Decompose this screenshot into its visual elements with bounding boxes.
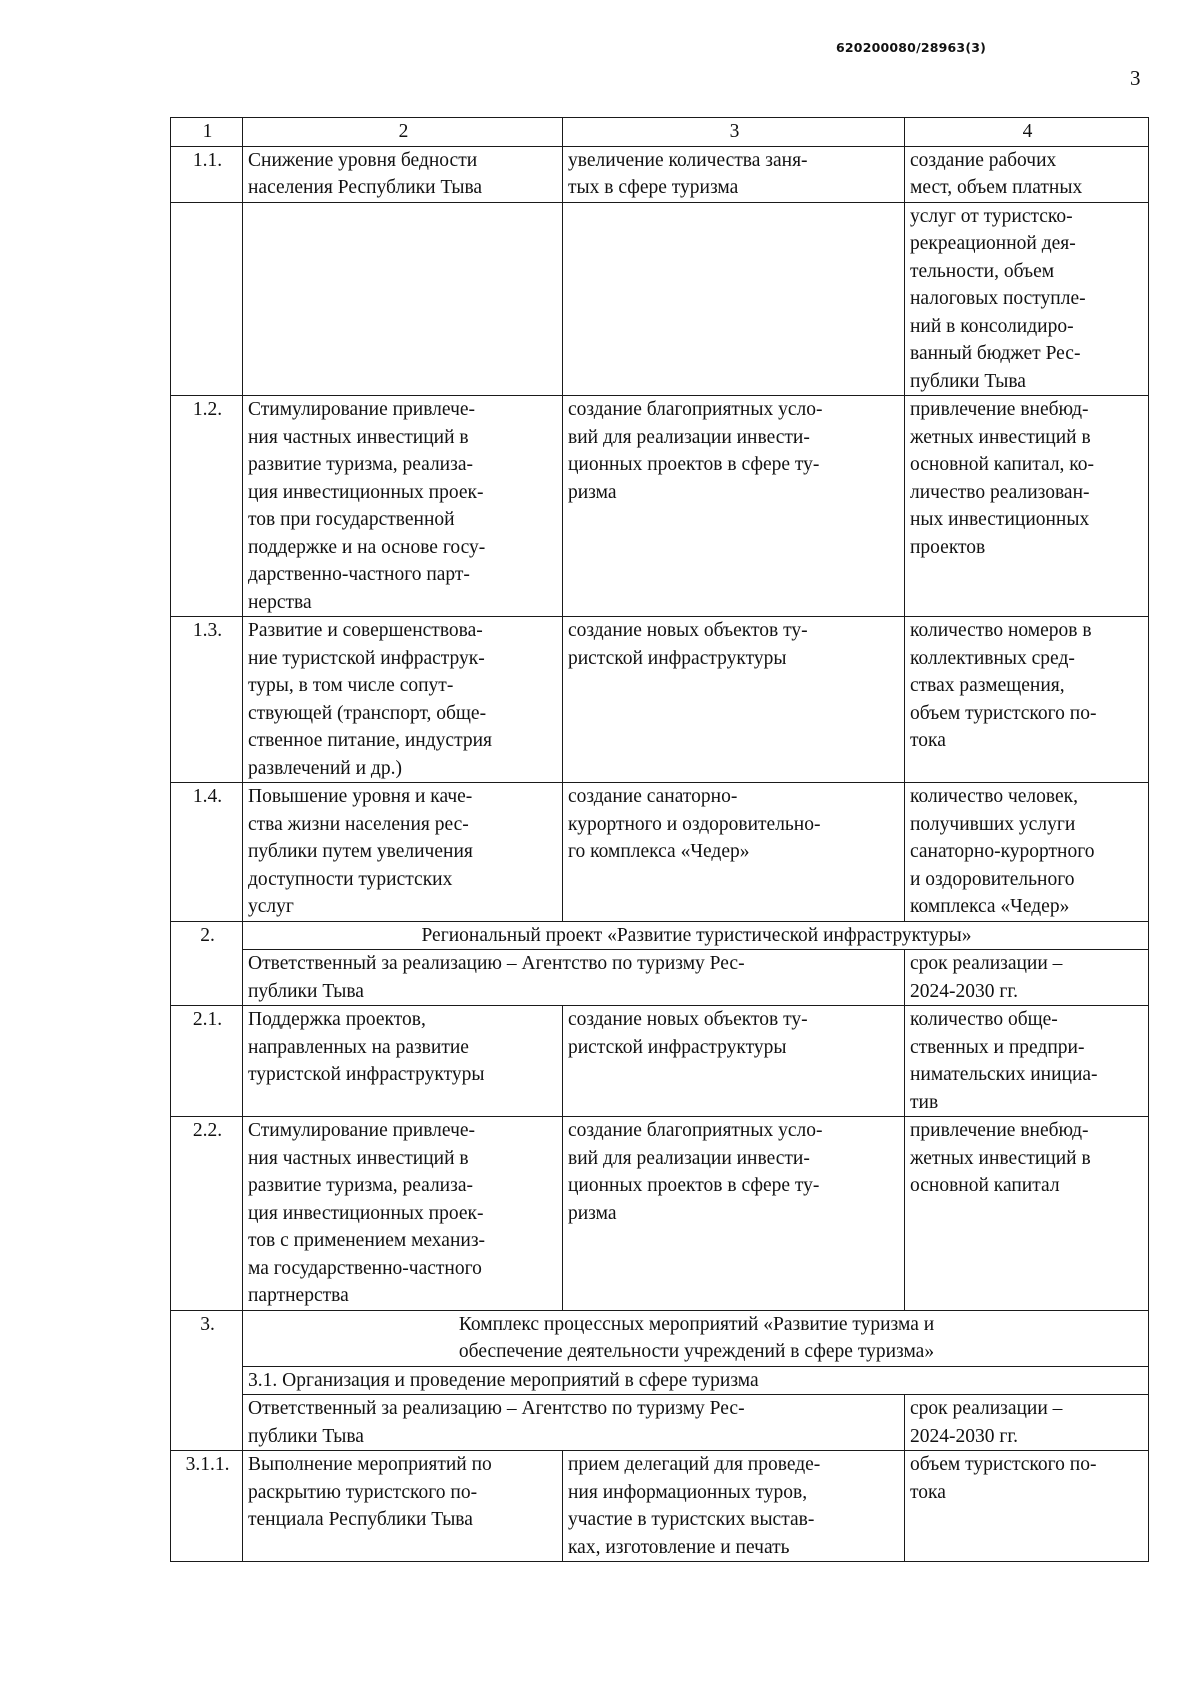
responsible-row — [171, 1395, 1149, 1451]
text-line: тельности, объем — [910, 260, 1055, 282]
text-line: ризма — [568, 481, 617, 503]
text-line: получивших услуги — [910, 813, 1076, 835]
table-row — [171, 396, 1149, 617]
text-line: рекреационной дея- — [910, 233, 1076, 254]
table-row — [171, 146, 1149, 202]
text-line: мест, объем платных — [910, 177, 1083, 198]
table-row — [171, 1451, 1149, 1562]
text-line: 2024-2030 гг. — [910, 980, 1019, 1002]
text-line: срок реализации – — [910, 1398, 1063, 1419]
document-id: 620200080/28963(3) — [836, 40, 987, 55]
text-line: вий для реализации инвести- — [568, 1147, 810, 1169]
row-number: 1.2. — [171, 396, 243, 617]
text-line: основной капитал — [910, 1175, 1060, 1196]
text-line: услуг от туристско- — [910, 205, 1073, 227]
text-line: ствующей (транспорт, обще- — [248, 702, 487, 724]
text-line: и оздоровительного — [910, 868, 1075, 890]
text-line: курортного и оздоровительно- — [568, 813, 821, 835]
text-line: создание рабочих — [910, 149, 1057, 171]
text-line: обеспечение деятельности учреждений в сфере туризма» — [458, 1341, 935, 1362]
text-line: срок реализации – — [910, 953, 1063, 974]
row-number: 1.1. — [171, 146, 243, 202]
text-line: тов с применением механиз- — [248, 1230, 486, 1251]
text-line: личество реализован- — [910, 481, 1090, 503]
row-number: 3.1.1. — [171, 1451, 243, 1562]
column-header: 1 — [171, 118, 243, 147]
text-line: развлечений и др.) — [248, 757, 402, 779]
text-line: поддержке и на основе госу- — [248, 536, 486, 558]
text-line: публики Тыва — [248, 1425, 364, 1447]
text-line: Ответственный за реализацию – Агентство по туризму Рес- — [248, 1398, 745, 1419]
text-line: привлечение внебюд- — [910, 1120, 1089, 1141]
text-line: туры, в том числе сопут- — [248, 675, 454, 696]
text-line: количество человек, — [910, 786, 1079, 807]
result-cell — [563, 1117, 905, 1311]
text-line: дарственно-частного парт- — [248, 564, 470, 585]
text-line: нерства — [248, 591, 312, 613]
task-cell — [243, 617, 563, 783]
text-line: создание новых объектов ту- — [568, 620, 808, 641]
text-line: публики Тыва — [910, 370, 1026, 392]
task-cell — [243, 783, 563, 922]
indicator-cell — [905, 1006, 1149, 1117]
text-line: ризма — [568, 1202, 617, 1224]
text-line: тока — [910, 1481, 946, 1503]
header-row — [171, 118, 1149, 147]
text-line: раскрытию туристского по- — [248, 1481, 478, 1503]
text-line: Повышение уровня и каче- — [248, 786, 473, 807]
text-line: объем туристского по- — [910, 702, 1097, 724]
text-line: ства жизни населения рес- — [248, 813, 469, 835]
result-cell — [563, 783, 905, 922]
text-line: ствах размещения, — [910, 675, 1065, 696]
result-cell — [563, 146, 905, 202]
text-line: ристской инфраструктуры — [568, 647, 787, 669]
text-line: ристской инфраструктуры — [568, 1036, 787, 1058]
text-line: ванный бюджет Рес- — [910, 343, 1081, 364]
section-title — [243, 1310, 1149, 1366]
row-number: 2.1. — [171, 1006, 243, 1117]
row-number: 1.4. — [171, 783, 243, 922]
result-cell — [563, 396, 905, 617]
text-line: создание санаторно- — [568, 786, 738, 807]
text-line: проектов — [910, 536, 986, 558]
text-line: объем туристского по- — [910, 1454, 1097, 1475]
text-line: ма государственно-частного — [248, 1257, 482, 1279]
page-number: 3 — [1130, 66, 1141, 90]
table-row — [171, 202, 1149, 396]
text-line: санаторно-курортного — [910, 841, 1095, 862]
text-line: услуг — [248, 896, 294, 917]
text-line: ционных проектов в сфере ту- — [568, 1175, 820, 1196]
section-title — [243, 921, 1149, 950]
text-line: создание благоприятных усло- — [568, 1120, 823, 1141]
text-line: тых в сфере туризма — [568, 177, 739, 198]
table-row — [171, 617, 1149, 783]
table-row — [171, 783, 1149, 922]
text-line: направленных на развитие — [248, 1036, 469, 1058]
text-line: Ответственный за реализацию – Агентство по туризму Рес- — [248, 953, 745, 974]
indicator-cell — [905, 202, 1149, 396]
term-cell — [905, 1395, 1149, 1451]
indicator-cell — [905, 617, 1149, 783]
task-cell — [243, 146, 563, 202]
term-cell — [905, 950, 1149, 1006]
column-header: 3 — [563, 118, 905, 147]
text-line: вий для реализации инвести- — [568, 426, 810, 448]
indicator-cell — [905, 783, 1149, 922]
text-line: ния информационных туров, — [568, 1481, 808, 1503]
text-line: ственных и предпри- — [910, 1036, 1085, 1058]
text-line: ственное питание, индустрия — [248, 730, 492, 751]
section-title-row — [171, 921, 1149, 950]
text-line: создание новых объектов ту- — [568, 1009, 808, 1030]
text-line: ния частных инвестиций в — [248, 1147, 469, 1169]
text-line: Развитие и совершенствова- — [248, 620, 483, 641]
text-line: привлечение внебюд- — [910, 399, 1089, 420]
result-cell — [563, 202, 905, 396]
responsible-cell — [243, 1395, 905, 1451]
text-line: ний в консолидиро- — [910, 315, 1074, 337]
text-line: Региональный проект «Развитие туристической инфраструктуры» — [421, 924, 972, 946]
task-cell — [243, 396, 563, 617]
text-line: коллективных сред- — [910, 647, 1075, 669]
subsection-title: 3.1. Организация и проведение мероприятий в сфере туризма — [243, 1366, 1149, 1395]
responsible-cell — [243, 950, 905, 1006]
text-line: Стимулирование привлече- — [248, 1120, 476, 1141]
section-number: 3. — [171, 1310, 243, 1451]
task-cell — [243, 202, 563, 396]
task-cell — [243, 1117, 563, 1311]
row-number: 1.3. — [171, 617, 243, 783]
text-line: количество обще- — [910, 1009, 1058, 1030]
text-line: жетных инвестиций в — [910, 426, 1091, 448]
text-line: жетных инвестиций в — [910, 1147, 1091, 1169]
indicator-cell — [905, 1117, 1149, 1311]
section-number: 2. — [171, 921, 243, 1006]
text-line: тов при государственной — [248, 509, 455, 530]
text-line: налоговых поступле- — [910, 288, 1086, 309]
text-line: Поддержка проектов, — [248, 1009, 426, 1030]
column-header: 4 — [905, 118, 1149, 147]
table-row — [171, 1006, 1149, 1117]
text-line: прием делегаций для проведе- — [568, 1454, 821, 1475]
subsection-row — [171, 1366, 1149, 1395]
text-line: создание благоприятных усло- — [568, 399, 823, 420]
text-line: ция инвестиционных проек- — [248, 481, 484, 503]
text-line: Стимулирование привлече- — [248, 399, 476, 420]
text-line: населения Республики Тыва — [248, 177, 483, 198]
task-cell — [243, 1006, 563, 1117]
text-line: Снижение уровня бедности — [248, 149, 478, 171]
text-line: го комплекса «Чедер» — [568, 841, 750, 862]
text-line: тив — [910, 1091, 939, 1113]
text-line: тенциала Республики Тыва — [248, 1509, 473, 1530]
task-cell — [243, 1451, 563, 1562]
result-cell — [563, 1451, 905, 1562]
text-line: увеличение количества заня- — [568, 149, 808, 171]
text-line: ных инвестиционных — [910, 509, 1090, 530]
text-line: Выполнение мероприятий по — [248, 1454, 492, 1475]
section-title-row — [171, 1310, 1149, 1366]
indicator-cell — [905, 1451, 1149, 1562]
text-line: количество номеров в — [910, 620, 1092, 641]
indicators-table — [170, 117, 1149, 1562]
text-line: публики Тыва — [248, 980, 364, 1002]
text-line: комплекса «Чедер» — [910, 896, 1070, 917]
indicator-cell — [905, 396, 1149, 617]
text-line: 2024-2030 гг. — [910, 1425, 1019, 1447]
result-cell — [563, 1006, 905, 1117]
text-line: тока — [910, 730, 946, 751]
text-line: нимательских инициа- — [910, 1064, 1098, 1085]
text-line: ционных проектов в сфере ту- — [568, 454, 820, 475]
text-line: ках, изготовление и печать — [568, 1536, 790, 1558]
result-cell — [563, 617, 905, 783]
text-line: публики путем увеличения — [248, 841, 473, 862]
text-line: участие в туристских выстав- — [568, 1509, 815, 1530]
text-line: туристской инфраструктуры — [248, 1064, 485, 1085]
text-line: развитие туризма, реализа- — [248, 454, 473, 475]
row-number: 2.2. — [171, 1117, 243, 1311]
text-line: партнерства — [248, 1285, 349, 1306]
text-line: Комплекс процессных мероприятий «Развитие туризма и — [458, 1313, 935, 1335]
text-line: ния частных инвестиций в — [248, 426, 469, 448]
column-header: 2 — [243, 118, 563, 147]
text-line: развитие туризма, реализа- — [248, 1175, 473, 1196]
text-line: основной капитал, ко- — [910, 454, 1095, 475]
table-row — [171, 1117, 1149, 1311]
text-line: доступности туристских — [248, 868, 453, 890]
responsible-row — [171, 950, 1149, 1006]
text-line: ние туристской инфраструк- — [248, 647, 485, 669]
indicator-cell — [905, 146, 1149, 202]
row-number — [171, 202, 243, 396]
text-line: ция инвестиционных проек- — [248, 1202, 484, 1224]
